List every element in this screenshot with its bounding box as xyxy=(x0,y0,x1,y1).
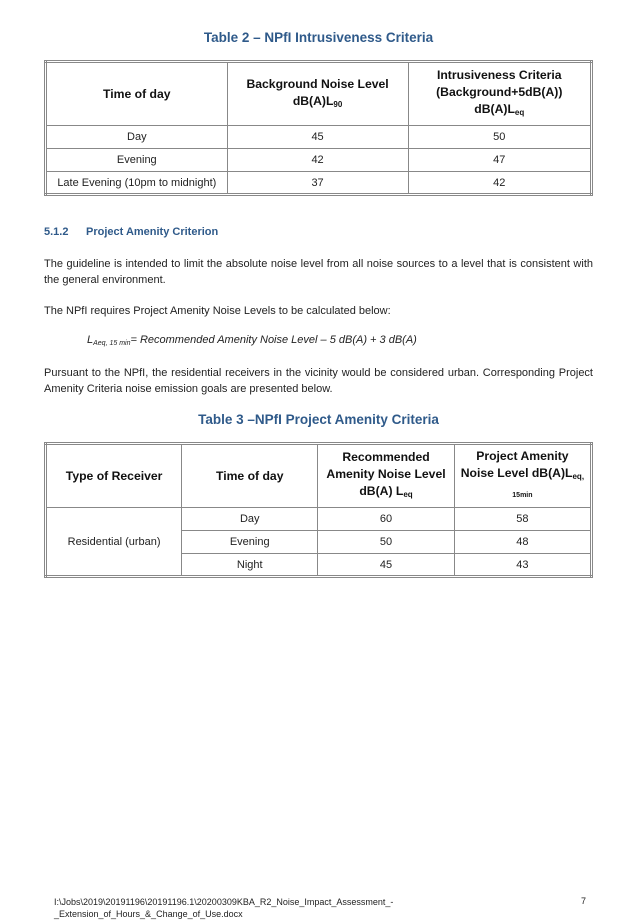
table3-cell-time: Day xyxy=(182,508,318,531)
page-number: 7 xyxy=(581,896,587,906)
paragraph-guideline: The guideline is intended to limit the absolute noise level from all noise sources to a level that is consistent with the general environment. xyxy=(44,258,593,286)
table2-header-background xyxy=(227,62,408,126)
table-row xyxy=(46,172,592,195)
table-row xyxy=(46,126,592,149)
paragraph-npfi-requirement: The NPfI requires Project Amenity Noise Levels to be calculated below: xyxy=(44,305,391,317)
table3-project-amenity-criteria xyxy=(44,442,593,578)
table3-cell-project: 58 xyxy=(454,508,591,531)
table3-cell-recommended: 45 xyxy=(318,554,455,577)
table3-header-recommended-line2: Amenity Noise Level xyxy=(326,467,446,481)
paragraph-receivers: Pursuant to the NPfI, the residential receivers in the vicinity would be considered urban. Corresponding Project Amenity Criteria noise emission goals are presented below. xyxy=(44,367,593,395)
table2-caption: Table 2 – NPfI Intrusiveness Criteria xyxy=(203,30,434,45)
table3-header-recommended-line3: dB(A) L xyxy=(359,484,404,498)
table2-header-intrusiveness-sub: eq xyxy=(514,108,525,117)
table2-cell-intrusiveness: 42 xyxy=(408,172,591,195)
table3-header-recommended-sub: eq xyxy=(403,490,413,499)
section-title: Project Amenity Criterion xyxy=(86,226,219,238)
table3-cell-time: Night xyxy=(182,554,318,577)
table2-header-background-sub: 90 xyxy=(333,99,343,109)
table3-header-receiver: Type of Receiver xyxy=(46,444,182,508)
section-heading xyxy=(44,226,218,238)
table2-cell-intrusiveness: 50 xyxy=(408,126,591,149)
table3-caption: Table 3 –NPfI Project Amenity Criteria xyxy=(198,412,439,427)
table2-header-time: Time of day xyxy=(46,62,228,126)
table2-header-intrusiveness xyxy=(408,62,591,126)
table3-header-row xyxy=(46,444,592,508)
table3-header-recommended xyxy=(318,444,455,508)
formula-l: L xyxy=(87,334,94,346)
table3-header-time: Time of day xyxy=(182,444,318,508)
table3-cell-recommended: 50 xyxy=(318,531,455,554)
table3-header-project-line1: Project Amenity xyxy=(476,449,569,463)
table2-cell-intrusiveness: 47 xyxy=(408,149,591,172)
table-row xyxy=(46,149,592,172)
table3-header-project xyxy=(454,444,591,508)
footer-file-path xyxy=(54,896,393,920)
table2-cell-background: 45 xyxy=(227,126,408,149)
table2-cell-time: Evening xyxy=(46,149,228,172)
table3-cell-recommended: 60 xyxy=(318,508,455,531)
table2-cell-time: Day xyxy=(46,126,228,149)
table2-header-background-line1: Background Noise Level xyxy=(246,76,389,91)
section-number: 5.1.2 xyxy=(44,226,69,238)
footer-path-line1: I:\Jobs\2019\20191196\20191196.1\20200309KBA_R2_Noise_Impact_Assessment_- xyxy=(54,897,394,907)
table-row xyxy=(46,508,592,531)
table2-header-background-line2: dB(A)L xyxy=(292,93,334,108)
table3-header-project-line2: Noise Level dB(A)L xyxy=(460,466,573,480)
table2-intrusiveness-criteria xyxy=(44,60,593,196)
footer-path-line2: _Extension_of_Hours_&_Change_of_Use.docx xyxy=(54,909,243,919)
amenity-formula xyxy=(87,334,417,347)
formula-expression: = Recommended Amenity Noise Level – 5 dB(A) + 3 dB(A) xyxy=(130,334,417,346)
table3-cell-project: 43 xyxy=(454,554,591,577)
table2-cell-background: 37 xyxy=(227,172,408,195)
formula-subscript: Aeq, 15 min xyxy=(93,340,131,347)
table2-cell-time: Late Evening (10pm to midnight) xyxy=(46,172,228,195)
table3-header-recommended-line1: Recommended xyxy=(342,450,430,464)
table2-cell-background: 42 xyxy=(227,149,408,172)
table3-cell-receiver: Residential (urban) xyxy=(46,508,182,577)
table2-header-row xyxy=(46,62,592,126)
table2-header-intrusiveness-line1: Intrusiveness Criteria xyxy=(436,68,562,82)
table3-cell-project: 48 xyxy=(454,531,591,554)
table2-header-intrusiveness-line2: (Background+5dB(A)) xyxy=(436,85,563,99)
table3-header-project-sub: eq, xyxy=(572,472,585,481)
table3-header-project-line3: 15min xyxy=(512,492,533,499)
table2-header-intrusiveness-line3: dB(A)L xyxy=(474,102,515,116)
table3-cell-time: Evening xyxy=(182,531,318,554)
